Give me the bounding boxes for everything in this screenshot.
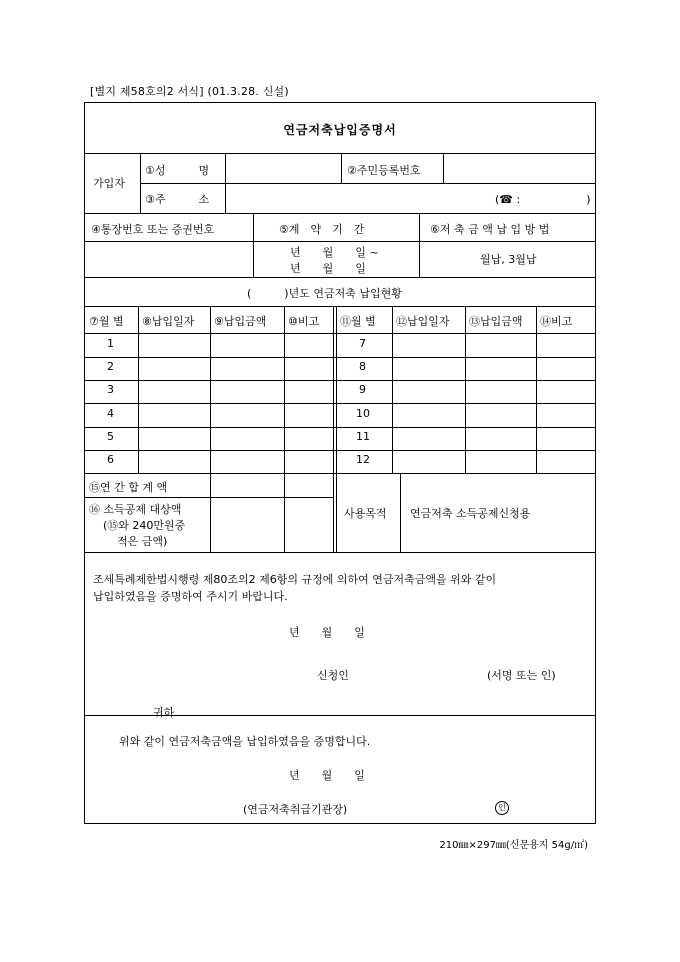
rrn-label: ②주민등록번호 (347, 164, 421, 177)
month-cell: 6 (107, 453, 114, 466)
divider (85, 153, 595, 154)
divider (85, 403, 595, 404)
col-month-right: ⑪월 별 (340, 315, 376, 328)
purpose-label: 사용목적 (344, 507, 387, 520)
month-cell: 10 (356, 407, 370, 420)
payment-method-value: 월납, 3월납 (480, 253, 537, 266)
divider (341, 153, 342, 183)
col-note-left: ⑩비고 (288, 315, 320, 328)
divider (253, 213, 254, 277)
annual-total-label: ⑮연 간 합 계 액 (89, 481, 168, 494)
month-cell: 7 (359, 337, 366, 350)
payment-method-label: ⑥저 축 금 액 납 입 방 법 (430, 223, 550, 236)
deduction-label: ⑯ 소득공제 대상액 (89, 503, 182, 516)
col-paydate-right: ⑫납입일자 (396, 315, 450, 328)
month-cell: 11 (356, 430, 370, 443)
divider (225, 153, 226, 213)
divider (140, 183, 595, 184)
divider (140, 153, 141, 213)
divider (333, 306, 334, 552)
subscriber-label: 가입자 (93, 177, 125, 190)
month-cell: 9 (359, 383, 366, 396)
divider (465, 306, 466, 473)
signature-label: (서명 또는 인) (487, 669, 556, 682)
month-cell: 12 (356, 453, 370, 466)
divider (85, 306, 595, 307)
contract-start-date: 년 월 일 ~ (290, 246, 379, 259)
month-cell: 8 (359, 360, 366, 373)
month-cell: 2 (107, 360, 114, 373)
col-amount-right: ⑬납입금액 (469, 315, 523, 328)
certify-date: 년 월 일 (289, 769, 365, 782)
col-paydate-left: ⑧납입일자 (142, 315, 195, 328)
deduction-label: 적은 금액) (117, 535, 168, 548)
deduction-label: (⑮와 240만원중 (103, 519, 186, 532)
month-cell: 1 (107, 337, 114, 350)
col-month-left: ⑦월 별 (89, 315, 124, 328)
contract-period-label: ⑤계 약 기 간 (279, 223, 365, 236)
contract-end-date: 년 월 일 (290, 262, 366, 275)
divider (284, 306, 285, 552)
request-text: 납입하였음을 증명하여 주시기 바랍니다. (93, 590, 288, 603)
divider (336, 306, 337, 552)
form-number-note: [별지 제58호의2 서식] (01.3.28. 신설) (90, 85, 289, 98)
divider (85, 333, 595, 334)
divider (85, 277, 595, 278)
col-note-right: ⑭비고 (540, 315, 573, 328)
divider (400, 473, 401, 552)
address-label: ③주 소 (145, 193, 210, 206)
issuer-label: (연금저축취급기관장) (243, 803, 348, 816)
divider (85, 497, 333, 498)
name-label: ①성 명 (145, 164, 210, 177)
month-cell: 4 (107, 407, 114, 420)
divider (85, 213, 595, 214)
month-cell: 5 (107, 430, 114, 443)
certificate-form (84, 102, 596, 824)
divider (85, 552, 595, 553)
divider (536, 306, 537, 473)
paper-spec: 210㎜×297㎜(신문용지 54g/㎡) (439, 840, 588, 851)
col-amount-left: ⑨납입금액 (214, 315, 267, 328)
divider (85, 241, 595, 242)
request-date: 년 월 일 (289, 626, 365, 639)
divider (85, 357, 595, 358)
month-cell: 3 (107, 383, 114, 396)
certify-text: 위와 같이 연금저축금액을 납입하였음을 증명합니다. (119, 735, 371, 748)
divider (85, 473, 595, 474)
form-title: 연금저축납입증명서 (283, 123, 397, 137)
divider (392, 306, 393, 473)
divider (85, 427, 595, 428)
divider (85, 450, 595, 451)
phone-field: (☎ : ) (495, 193, 591, 206)
purpose-value: 연금저축 소득공제신청용 (410, 507, 531, 520)
seal-icon: 인 (495, 800, 509, 815)
divider (85, 380, 595, 381)
request-text: 조세특례제한법시행령 제80조의2 제6항의 규정에 의하여 연금저축금액을 위와 같이 (93, 573, 497, 586)
divider (443, 153, 444, 183)
account-number-label: ④통장번호 또는 증권번호 (91, 223, 215, 236)
applicant-label: 신청인 (317, 669, 349, 682)
payment-status-title: ( )년도 연금저축 납입현황 (247, 287, 402, 300)
divider (419, 213, 420, 277)
divider (138, 306, 139, 473)
recipient-label: 귀하 (153, 706, 175, 719)
divider (210, 306, 211, 552)
